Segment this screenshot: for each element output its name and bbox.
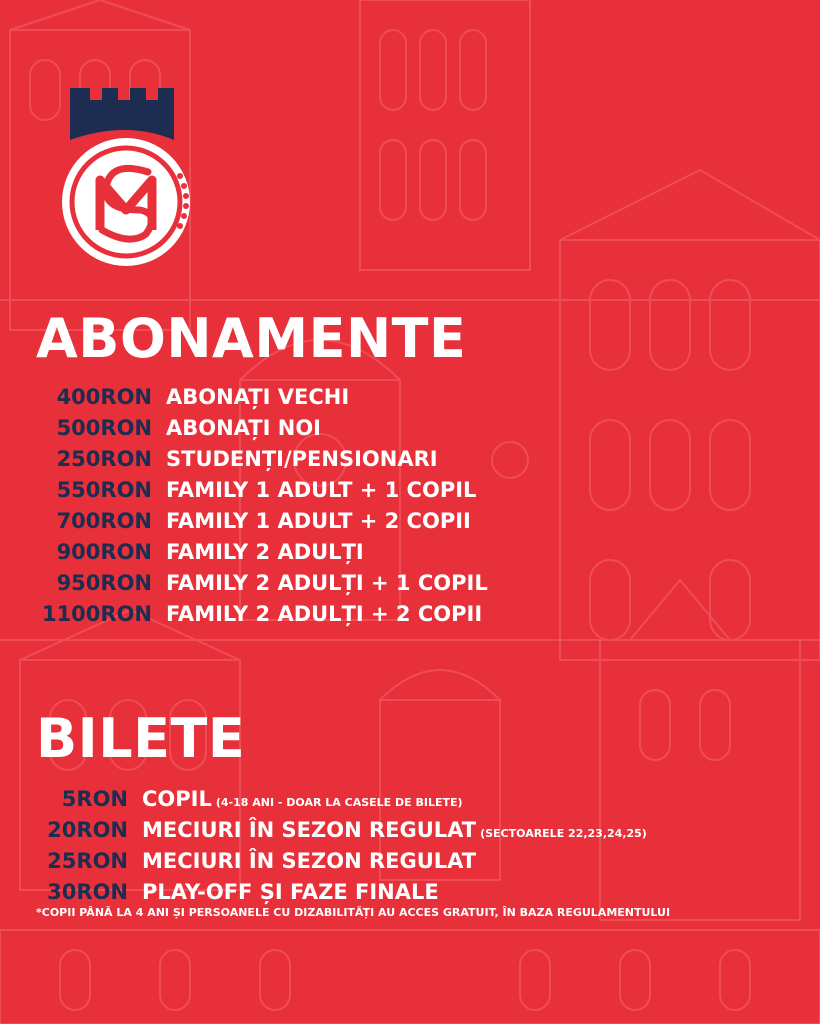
price: 20RON — [47, 818, 128, 842]
price: 550RON — [56, 478, 152, 502]
price: 500RON — [56, 416, 152, 440]
price: 30RON — [47, 880, 128, 904]
price: 250RON — [56, 447, 152, 471]
price: 950RON — [56, 571, 152, 595]
club-crest-logo — [40, 80, 212, 270]
label-note: (SECTOARELE 22,23,24,25) — [480, 827, 647, 840]
price: 5RON — [61, 787, 128, 811]
label: PLAY-OFF ȘI FAZE FINALE — [142, 880, 439, 904]
label: ABONAȚI NOI — [166, 416, 321, 440]
bilete-title: BILETE — [36, 707, 246, 770]
price: 400RON — [56, 385, 152, 409]
price: 700RON — [56, 509, 152, 533]
label: FAMILY 1 ADULT + 2 COPII — [166, 509, 471, 533]
price: 1100RON — [41, 602, 152, 626]
abonamente-title: ABONAMENTE — [36, 307, 467, 370]
label: MECIURI ÎN SEZON REGULAT — [142, 849, 477, 873]
label: FAMILY 1 ADULT + 1 COPIL — [166, 478, 477, 502]
label: FAMILY 2 ADULȚI — [166, 540, 364, 564]
label: COPIL (4-18 ANI - DOAR LA CASELE DE BILETE) — [142, 787, 463, 811]
label: ABONAȚI VECHI — [166, 385, 350, 409]
label: FAMILY 2 ADULȚI + 2 COPII — [166, 602, 483, 626]
label: MECIURI ÎN SEZON REGULAT (SECTOARELE 22,23,24,25) — [142, 818, 647, 842]
footnote: *COPII PÂNĂ LA 4 ANI ȘI PERSOANELE CU DIZABILITĂȚI AU ACCES GRATUIT, ÎN BAZA REGULAMENTULUI — [36, 906, 671, 919]
price: 25RON — [47, 849, 128, 873]
label-note: (4-18 ANI - DOAR LA CASELE DE BILETE) — [215, 796, 463, 809]
label: FAMILY 2 ADULȚI + 1 COPIL — [166, 571, 488, 595]
label: STUDENȚI/PENSIONARI — [166, 447, 438, 471]
price: 900RON — [56, 540, 152, 564]
crown-icon — [70, 88, 174, 140]
